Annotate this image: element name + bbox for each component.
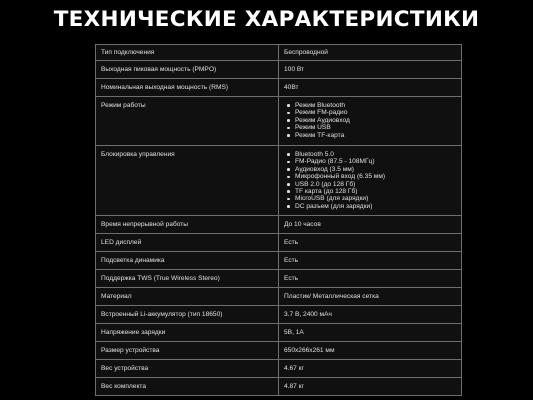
table-row	[96, 288, 462, 306]
list-item: Режим Аудиовход	[295, 117, 456, 124]
list-item: FM-Радио (87.5 - 108МГц)	[295, 158, 456, 165]
list-item: DC разъем (для зарядки)	[295, 203, 456, 210]
table-row	[96, 270, 462, 288]
spec-name: Поддержка TWS (True Wireless Stereo)	[96, 270, 279, 288]
spec-value: 100 Вт	[279, 61, 462, 79]
table-row	[96, 216, 462, 234]
table-row	[96, 97, 462, 146]
table-row	[96, 306, 462, 324]
table-row	[96, 342, 462, 360]
list-item: Аудиовход (3.5 мм)	[295, 166, 456, 173]
spec-name: Выходная пиковая мощность (PMPO)	[96, 61, 279, 79]
spec-value: 4.67 кг	[279, 360, 462, 378]
list-item: Режим USB	[295, 124, 456, 131]
table-row	[96, 79, 462, 97]
spec-value: 40Вт	[279, 79, 462, 97]
spec-value-list	[279, 146, 462, 216]
spec-value: 5В, 1А	[279, 324, 462, 342]
spec-name: LED дисплей	[96, 234, 279, 252]
spec-name: Вес комплекта	[96, 378, 279, 396]
page-title: ТЕХНИЧЕСКИЕ ХАРАКТЕРИСТИКИ	[53, 7, 480, 32]
spec-name: Режим работы	[96, 97, 279, 146]
spec-name: Размер устройства	[96, 342, 279, 360]
list-item: TF карта (до 128 Гб)	[295, 188, 456, 195]
spec-value: Беспроводной	[279, 45, 462, 61]
table-row	[96, 252, 462, 270]
spec-value: Есть	[279, 234, 462, 252]
spec-value: 650x266x261 мм	[279, 342, 462, 360]
spec-name: Напряжение зарядки	[96, 324, 279, 342]
table-row	[96, 45, 462, 61]
table-row	[96, 234, 462, 252]
spec-name: Блокировка управления	[96, 146, 279, 216]
spec-value: Пластик/ Металлическая сетка	[279, 288, 462, 306]
bullet-list	[284, 102, 456, 139]
spec-value: 3.7 В, 2400 мАч	[279, 306, 462, 324]
spec-value: Есть	[279, 252, 462, 270]
spec-name: Время непрерывной работы	[96, 216, 279, 234]
table-row	[96, 324, 462, 342]
list-item: Bluetooth 5.0	[295, 151, 456, 158]
bullet-list	[284, 151, 456, 210]
spec-table	[95, 44, 462, 396]
list-item: Режим TF-карта	[295, 132, 456, 139]
spec-value: 4.87 кг	[279, 378, 462, 396]
list-item: USB 2.0 (до 128 Гб)	[295, 181, 456, 188]
table-row	[96, 360, 462, 378]
list-item: Режим Bluetooth	[295, 102, 456, 109]
spec-name: Вес устройства	[96, 360, 279, 378]
spec-value: Есть	[279, 270, 462, 288]
list-item: MicroUSB (для зарядки)	[295, 195, 456, 202]
table-row	[96, 378, 462, 396]
spec-name: Встроенный Li-аккумулятор (тип 18650)	[96, 306, 279, 324]
spec-value: До 10 часов	[279, 216, 462, 234]
spec-name: Номинальная выходная мощность (RMS)	[96, 79, 279, 97]
spec-name: Подсветка динамика	[96, 252, 279, 270]
spec-value-list	[279, 97, 462, 146]
list-item: Микрофонный вход (6.35 мм)	[295, 173, 456, 180]
table-row	[96, 61, 462, 79]
list-item: Режим FM-радио	[295, 109, 456, 116]
spec-name: Материал	[96, 288, 279, 306]
table-row	[96, 146, 462, 216]
spec-name: Тип подключения	[96, 45, 279, 61]
